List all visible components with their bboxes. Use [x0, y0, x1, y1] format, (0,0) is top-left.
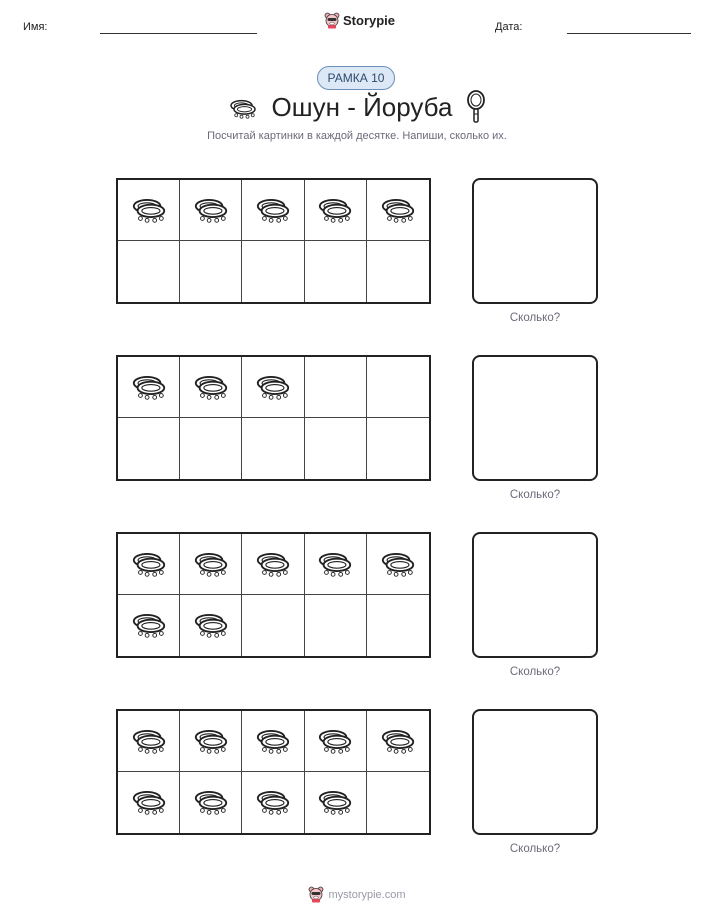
bracelets-icon [379, 546, 417, 583]
logo-text: Storypie [343, 13, 396, 28]
title-row [0, 90, 714, 124]
date-label: Дата: [495, 21, 523, 33]
footer [0, 886, 714, 903]
bracelets-icon [192, 723, 230, 760]
answer-box[interactable] [472, 178, 598, 304]
bracelets-icon [316, 723, 354, 760]
bracelets-icon [254, 546, 292, 583]
ten-frame-cell [180, 772, 242, 833]
ten-frame-cell [242, 772, 304, 833]
ten-frame-cell [118, 772, 180, 833]
how-many-label: Сколько? [509, 666, 561, 678]
bracelets-icon [379, 723, 417, 760]
storypie-logo [324, 12, 395, 29]
ten-frame-cell [118, 534, 180, 595]
ten-frame-cell [367, 357, 429, 418]
ten-frame-cell [118, 180, 180, 241]
ten-frame-cell [118, 357, 180, 418]
bear-mascot-icon [324, 12, 340, 29]
ten-frame-cell [242, 711, 304, 772]
bracelets-icon [192, 784, 230, 821]
ten-frame-cell [118, 241, 180, 302]
how-many-label: Сколько? [509, 843, 561, 855]
bracelets-icon [130, 369, 168, 406]
bracelets-icon [192, 607, 230, 644]
bracelets-icon [228, 95, 258, 119]
bracelets-icon [316, 546, 354, 583]
bracelets-icon [192, 192, 230, 229]
bracelets-icon [316, 192, 354, 229]
bracelets-icon [130, 607, 168, 644]
ten-frame [116, 532, 431, 658]
ten-frame-cell [242, 180, 304, 241]
ten-frame-cell [180, 241, 242, 302]
ten-frame-cell [242, 357, 304, 418]
ten-frame-cell [242, 534, 304, 595]
bracelets-icon [254, 784, 292, 821]
bracelets-icon [254, 192, 292, 229]
bracelets-icon [379, 192, 417, 229]
ten-frame-cell [305, 534, 367, 595]
bear-mascot-icon [308, 886, 324, 903]
ten-frame-cell [305, 418, 367, 479]
ten-frame-cell [118, 418, 180, 479]
ten-frame-cell [305, 711, 367, 772]
ten-frame-cell [180, 595, 242, 656]
date-field[interactable] [567, 33, 691, 34]
bracelets-icon [316, 784, 354, 821]
ten-frame-cell [180, 534, 242, 595]
ten-frame [116, 178, 431, 304]
frame-badge: РАМКА 10 [317, 66, 395, 90]
bracelets-icon [130, 723, 168, 760]
ten-frame-cell [180, 180, 242, 241]
ten-frame [116, 355, 431, 481]
ten-frame-cell [305, 241, 367, 302]
ten-frame-cell [242, 418, 304, 479]
bracelets-icon [254, 369, 292, 406]
name-field[interactable] [100, 33, 257, 34]
instructions: Посчитай картинки в каждой десятке. Напиши, сколько их. [207, 130, 507, 142]
ten-frame-cell [367, 711, 429, 772]
ten-frame-cell [367, 180, 429, 241]
bracelets-icon [192, 546, 230, 583]
ten-frame-cell [180, 418, 242, 479]
bracelets-icon [130, 546, 168, 583]
ten-frame [116, 709, 431, 835]
ten-frame-cell [305, 357, 367, 418]
ten-frame-cell [118, 595, 180, 656]
footer-url: mystorypie.com [328, 888, 406, 901]
hand-mirror-icon [466, 90, 486, 124]
bracelets-icon [254, 723, 292, 760]
ten-frame-cell [118, 711, 180, 772]
ten-frame-cell [242, 241, 304, 302]
answer-box[interactable] [472, 709, 598, 835]
bracelets-icon [130, 784, 168, 821]
bracelets-icon [192, 369, 230, 406]
answer-box[interactable] [472, 355, 598, 481]
ten-frame-cell [305, 595, 367, 656]
ten-frame-cell [367, 534, 429, 595]
ten-frame-cell [367, 595, 429, 656]
ten-frame-cell [305, 772, 367, 833]
how-many-label: Сколько? [509, 489, 561, 501]
ten-frame-cell [242, 595, 304, 656]
ten-frame-cell [180, 357, 242, 418]
page-title: Ошун - Йоруба [271, 91, 453, 122]
ten-frame-cell [367, 418, 429, 479]
answer-box[interactable] [472, 532, 598, 658]
ten-frame-cell [180, 711, 242, 772]
how-many-label: Сколько? [509, 312, 561, 324]
name-label: Имя: [23, 21, 48, 33]
ten-frame-cell [305, 180, 367, 241]
bracelets-icon [130, 192, 168, 229]
ten-frame-cell [367, 241, 429, 302]
ten-frame-cell [367, 772, 429, 833]
